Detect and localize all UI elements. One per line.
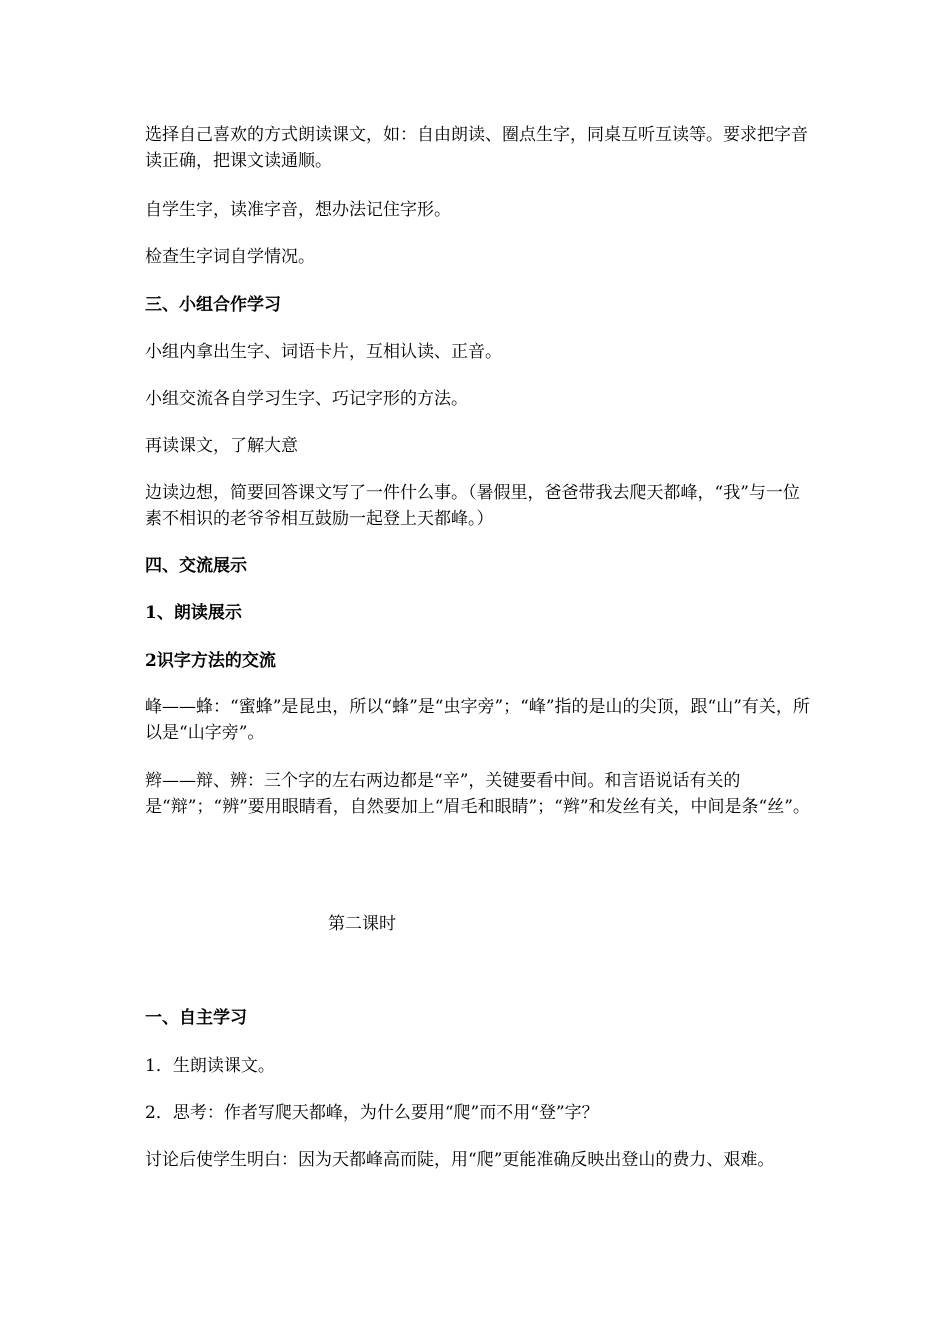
paragraph-check: 检查生字词自学情况。 <box>145 247 315 267</box>
heading-exchange: 四、交流展示 <box>145 556 247 576</box>
heading-reading-show: 1、朗读展示 <box>145 603 242 623</box>
paragraph-group-cards: 小组内拿出生字、词语卡片，互相认读、正音。 <box>145 342 502 362</box>
heading-group-study: 三、小组合作学习 <box>145 295 281 315</box>
section-title-second-lesson: 第二课时 <box>328 914 396 934</box>
paragraph-summary: 边读边想，简要回答课文写了一件什么事。（暑假里，爸爸带我去爬天都峰，“我”与一位素不相识的老爷爷相互鼓励一起登上天都峰。） <box>145 483 800 529</box>
paragraph-discussion: 讨论后使学生明白：因为天都峰高而陡，用“爬”更能准确反映出登山的费力、艰难。 <box>145 1150 775 1170</box>
list-item-think: 2．思考：作者写爬天都峰，为什么要用“爬”而不用“登”字？ <box>145 1103 599 1123</box>
paragraph-group-exchange: 小组交流各自学习生字、巧记字形的方法。 <box>145 389 468 409</box>
paragraph-reading-methods: 选择自己喜欢的方式朗读课文，如：自由朗读、圈点生字，同桌互听互读等。要求把字音读正确，把课文读通顺。 <box>145 125 808 171</box>
paragraph-bian: 辫——辩、辨：三个字的左右两边都是“辛”，关键要看中间。和言语说话有关的是“辩”；“辨”要用眼睛看，自然要加上“眉毛和眼睛”；“辫”和发丝有关，中间是条“丝”。 <box>145 771 810 817</box>
paragraph-reread: 再读课文，了解大意 <box>145 436 298 456</box>
paragraph-self-study: 自学生字，读准字音，想办法记住字形。 <box>145 200 451 220</box>
list-item-read-aloud: 1．生朗读课文。 <box>145 1056 275 1076</box>
heading-character-methods: 2识字方法的交流 <box>145 651 276 671</box>
heading-autonomous-study: 一、自主学习 <box>145 1008 247 1028</box>
paragraph-feng: 峰——蜂：“蜜蜂”是昆虫，所以“蜂”是“虫字旁”；“峰”指的是山的尖顶，跟“山”有关，所以是“山字旁”。 <box>145 697 810 743</box>
